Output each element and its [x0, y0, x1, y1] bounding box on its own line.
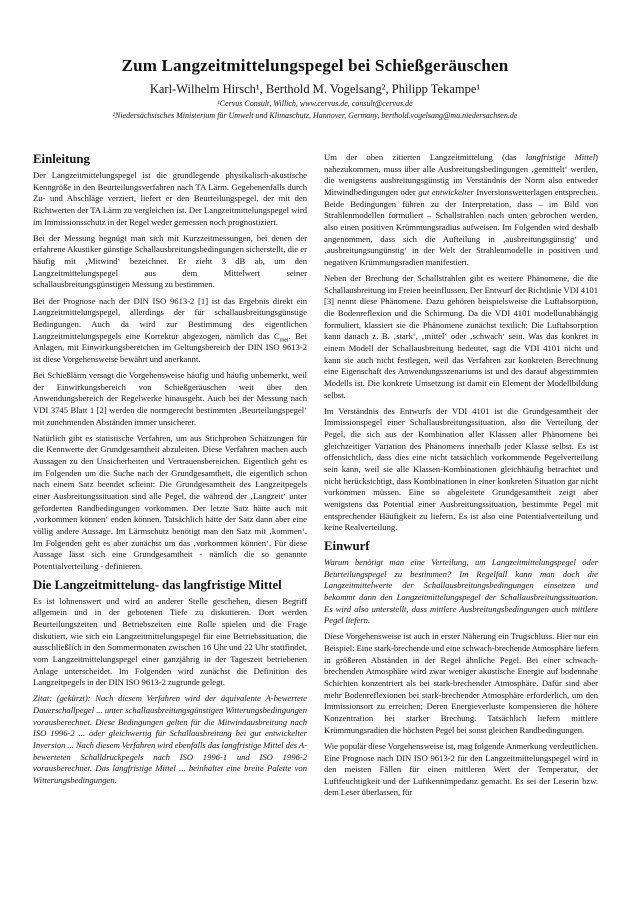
paragraph: Im Verständnis des Entwurfs der VDI 4101 ist die Grundgesamtheit der Immissionspegel einer Schallausbreitungssituation, also die Verteilung der Pegel, die sich aus der Kombination aller Klassen aller Phänomene bei gleichzeitiger Variation des Phänomens innerhalb jeder Klasse selbst. Es ist offensichtlich, dass dies eine nicht tatsächlich vorkommende Pegelverteilung sein kann, weil sie alle Klassen-Kombinationen gleichhäufig betrachtet und nicht berücksichtigt, dass Kombinationen in einer konkreten Situation gar nicht vorkommen müssen. Eine so abgeleitete Grundgesamtheit zeigt aber wenigstens das Potential einer Ausbreitungssituation, bestimmte Pegel mit entsprechender Häufigkeit zu liefern. Es ist also eine Potentialverteilung und keine Realverteilung. — [324, 405, 598, 533]
quote-paragraph: Warum benötigt man eine Verteilung, um Langzeitmittelungspegel oder Beurteilungspegel zu bestimmen? Im Regelfall kann man doch die Langzeitmittelwerte der Schallausbreitungsbedingungen einsetzen und bekommt dann den Langzeitmittelungspegel der Schallausbreitungssituation. Es wird also unterstellt, dass mittlere Ausbreitungsbedingungen auch mittlere Pegel liefern. — [324, 557, 598, 626]
affiliation-line-2: ²Niedersächsisches Ministerium für Umwelt und Klimaschutz, Hannover, Germany, berthold.vogelsang@mu.niedersachsen.de — [112, 110, 518, 120]
section-heading-einwurf: Einwurf — [324, 539, 370, 553]
paragraph: Neben der Brechung der Schallstrahlen gibt es weitere Phänomene, die die Schallausbreitung im Freien beeinflussen. Der Entwurf der Richtlinie VDI 4101 [3] nennt diese Phänomene. Dazu gehören beispielsweise die Luftabsorption, die Bodenreflexion und die Schirmung. Da die VDI 4101 modellunabhängig formuliert, klassiert sie die Phänomene zunächst textlich: Die Luftabsorption kann danach z. B. ‚stark‘, ‚mittel‘ oder ‚schwach‘ sein. Was das konkret in einem Modell der Schallausbreitung bedeutet, sagt die VDI 4101 nicht und kann sie auch nicht festlegen, weil das Verfahren zur konkreten Berechnung eine Eigenschaft des Anwendungsszenariums ist und des darauf abgestimmten Modells ist. Die konkrete Umsetzung ist damit ein Element der Modellbildung selbst. — [324, 273, 598, 400]
paragraph: Diese Vorgehensweise ist auch in erster Näherung ein Trugschluss. Hier nur ein Beispiel: Eine stark-brechende und eine schwach-brechende Atmosphäre liefern in größeren Abständen in der Regel ähnliche Pegel. Bei einer schwach-brechenden Atmosphäre wird zwar weniger akustische Energie auf bodennahe Schichten konzentriert als bei stark-brechender Atmosphäre. Dafür sind aber mehr Bodenreflexionen bei stark-brechender Atmosphäre erforderlich, um den Immissionsort zu erreichen; Deren Energieverluste kompensieren die höhere Konzentration bei starker Brechung. Tatsächlich liefern mittlere Krümmungsradien die höchsten Pegel bei sonst gleichen Randbedingungen. — [324, 631, 598, 735]
authors-line: Karl-Wilhelm Hirsch¹, Berthold M. Vogelsang², Philipp Tekampe¹ — [149, 82, 481, 96]
paper-title: Zum Langzeitmittelungspegel bei Schießgeräuschen — [121, 56, 509, 75]
paragraph: Bei der Messung begnügt man sich mit Kurzzeitmessungen, bei denen der erfahrene Akustiker günstige Schallausbreitungsbedingungen sicherstellt, die er häufig mit ‚Mitwind‘ bezeichnet. Er zieht 3 dB ab, um den Langzeitmittelungspegel aus dem Mittelwert seiner schallausbreitungsgünstigen Messung zu bestimmen. — [33, 232, 307, 290]
paragraph: Natürlich gibt es statistische Verfahren, um aus Stichproben Schätzungen für die Kennwerte der Grundgesamtheit abzuleiten. Diese Verfahren machen auch Aussagen zu den Unsicherheiten und Vertrauensbereichen. Eigentlich geht es im Folgenden um die Suche nach der Grundgesamtheit, die eigentlich schon nach einem Satz beendet scheint: Die Grundgesamtheit des Langzeitpegels einer Ausbreitungssituation sind alle Pegel, die während der ‚Langzeit‘ unter geforderten Randbedingungen vorkommen. Der letzte Satz hätte auch mit ‚vorkommen können‘ enden können. Tatsächlich hätte der Satz dann aber eine völlig andere Aussage. Im Lärmschutz benötigt man den Satz mit ‚kommen‘. Im Folgenden geht es aber zunächst um das ‚vorkommen können‘. Für diese Aussage lässt sich eine Grundgesamtheit - nämlich die so genannte Potentialverteilung - definieren. — [33, 432, 307, 571]
quote-paragraph: Zitat: (gekürzt): Nach diesem Verfahren wird der äquivalente A-bewertete Dauerschallpegel ... unter schallausbreitungsgünstigen Witterungsbedingungen vorausberechnet. Diese Bedingungen gelten für die Mitwindausbreitung nach ISO 1996-2 ... oder gleichwertig für Schallausbreitung bei gut entwickelter Inversion ... Nach diesem Verfahren wird ebenfalls das langfristige Mittel des A-bewerteten Schalldruckpegels nach ISO 1996-1 und ISO 1996-2 vorausberechnet. Das langfristige Mittel ... beinhaltet eine breite Palette von Witterungsbedingungen. — [33, 693, 307, 785]
column-right — [324, 152, 598, 804]
paper-header — [0, 0, 630, 120]
paragraph: Es ist lohnenswert und wird an anderer Stelle geschehen, diesen Begriff allgemein und in der gebotenen Tiefe zu diskutieren. Dort werden Beurteilungszeiten und Betriebszeiten eine Rolle spielen und die Frage diskutiert, wie sich ein Langzeitmittelungspegel für eine Betriebssituation, die ausschließlich in den Sommermonaten zwischen 16 Uhr und 22 Uhr stattfindet, vom Langzeitmittelungspegel einer ganzjährig in der Tageszeit betriebenen Anlage unterscheidet. Im Folgenden wird zunächst die Definition des Langzeitpegels in der DIN ISO 9613-2 zugrunde gelegt. — [33, 595, 307, 688]
affiliation-line-1: ¹Cervus Consult, Willich, www.cervus.de, consult@cervus.de — [217, 99, 413, 108]
paragraph: Um der oben zitierten Langzeitmittelung (das langfristige Mittel) nahezukommen, muss über alle Ausbreitungsbedingungen ‚gemittelt‘ werden, die wenigstens ausbreitungsgünstig im Verständnis der Norm also entweder Mitwindbedingungen oder gut entwickelter Inversionswetterlagen entsprechen. Beide Bedingungen führen zu der Interpretation, dass – im Bild von Strahlenmodellen formuliert – Schallstrahlen nach unten gebrochen werden, also einen positiven Krümmungsradius aufweisen. Im Folgenden wird deshalb angenommen, dass sich die Aufteilung in ‚ausbreitungsgünstig‘ und ‚ausbreitungsungünstig‘ in der Welt der Strahlenmodelle in positiven und negativen Krümmungsradien manifestiert. — [324, 152, 598, 267]
paragraph: Bei Schießlärm versagt die Vorgehensweise häufig und häufig unbemerkt, weil der Einwirkungsbereich von Schießgeräuschen weit über den Anwendungsbereich der Regelwerke hinausgeht. Auch bei der Messung nach VDI 3745 Blatt 1 [2] werden die normgerecht bestimmten ‚Beurteilungspegel‘ mit zunehmenden Abständen immer unsicherer. — [33, 370, 307, 427]
paragraph: Bei der Prognose nach der DIN ISO 9613-2 [1] ist das Ergebnis direkt ein Langzeitmittelungspegel, allerdings der für schallausbreitungsgünstige Bedingungen. Auch da wird zur Bestimmung des eigentlichen Langzeitmittelungspegels eine Korrektur abgezogen, nämlich das $C_{met}$. Bei Anlagen, mit Einwirkungsbereichen im Geltungsbereich der DIN ISO 9613-2 ist diese Vorgehensweise bewährt und anerkannt. — [33, 295, 307, 364]
section-heading-einleitung: Einleitung — [33, 152, 90, 166]
column-left — [33, 152, 307, 804]
section-heading-langzeitmittelung: Die Langzeitmittelung- das langfristige Mittel — [33, 577, 282, 592]
paragraph: Wie populär diese Vorgehensweise ist, mag folgende Anmerkung verdeutlichen. Eine Prognose nach DIN ISO 9613-2 für den Langzeitmittelungspegel wird in den meisten Fällen für einen mittleren Wert der Temperatur, der Luftfeuchtigkeit und der Luftkennimpedanz gemacht. Es sei der Leserin bzw. dem Leser überlassen, für — [324, 740, 598, 798]
paragraph: Der Langzeitmittelungspegel ist die grundlegende physikalisch-akustische Kenngröße in den Beurteilungsverfahren nach TA Lärm. Gegebenenfalls durch Zu- und Abschläge verziert, liefert er den Beurteilungspegel, der mit den Richtwerten der TA Lärm zu vergleichen ist. Der Langzeitmittelungspegel wird im Immissionsschutz in der Regel weder gemessen noch prognostiziert. — [33, 170, 307, 227]
two-column-body — [0, 152, 630, 804]
